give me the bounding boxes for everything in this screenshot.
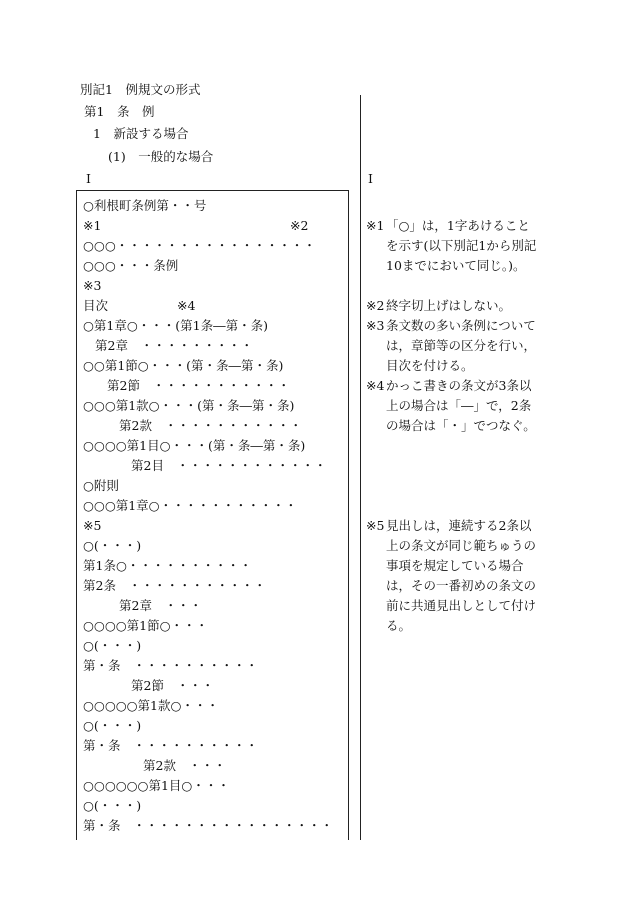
chapter-2-heading: 第2章 ・・・ — [119, 598, 202, 613]
section-2-heading: 第2節 ・・・ — [131, 678, 214, 693]
mark-2: ※2 — [290, 218, 309, 233]
note-text: 「○」は，1字あけることを示す(以下別記1から別記10までにおいて同じ。)。 — [386, 218, 537, 273]
article-1: 第1条○・・・・・・・・・・ — [83, 558, 252, 573]
subsection-2-heading: 第2款 ・・・ — [143, 758, 226, 773]
note-4 — [366, 376, 536, 456]
section-heading: 第1 条 例 — [84, 104, 155, 119]
note-mark: ※1 — [366, 218, 385, 233]
box-top-border — [76, 190, 349, 191]
chapter-1-heading: ○○○第1章○・・・・・・・・・・・ — [83, 498, 298, 513]
section-1-heading: ○○○○第1節○・・・ — [83, 618, 208, 633]
note-5 — [366, 516, 536, 636]
article-b: 第・条 ・・・・・・・・・・ — [83, 738, 259, 753]
caption-3: ○(・・・) — [83, 718, 142, 733]
mark-4: ※4 — [177, 298, 196, 313]
caption-4: ○(・・・) — [83, 798, 142, 813]
note-text: 条文数の多い条例については，章節等の区分を行い，目次を付ける。 — [386, 318, 537, 373]
note-mark: ※4 — [366, 378, 385, 393]
note-mark: ※5 — [366, 518, 385, 533]
toc-chapter-1: ○第1章○・・・(第1条―第・条) — [83, 318, 268, 333]
note-mark: ※3 — [366, 318, 385, 333]
document-title: 別記1 例規文の形式 — [80, 82, 201, 97]
note-mark: ※2 — [366, 298, 385, 313]
toc-section-1: ○○第1節○・・・(第・条―第・条) — [83, 358, 284, 373]
note-1 — [366, 216, 536, 296]
note-text: 終字切上げはしない。 — [386, 298, 512, 313]
toc-item-2: 第2目 ・・・・・・・・・・・・ — [131, 458, 327, 473]
note-2 — [366, 296, 536, 316]
toc-subsection-2: 第2款 ・・・・・・・・・・・ — [119, 418, 302, 433]
subsection-heading: 1 新設する場合 — [93, 126, 189, 141]
roman-numeral-right: I — [368, 171, 373, 186]
article-c: 第・条 ・・・・・・・・・・・・・・・・ — [83, 818, 334, 833]
caption-2: ○(・・・) — [83, 638, 142, 653]
box-left-border — [76, 190, 77, 840]
article-a: 第・条 ・・・・・・・・・・ — [83, 658, 259, 673]
toc-label: 目次 — [83, 298, 109, 313]
box-right-border — [348, 190, 349, 840]
toc-subsection-1: ○○○第1款○・・・(第・条―第・条) — [83, 398, 295, 413]
subsection-1-heading: ○○○○○第1款○・・・ — [83, 698, 219, 713]
toc-section-2: 第2節 ・・・・・・・・・・・ — [107, 378, 290, 393]
ordinance-name: ○○○・・・条例 — [83, 258, 179, 273]
toc-chapter-2: 第2章 ・・・・・・・・・ — [95, 338, 253, 353]
item-1-heading: ○○○○○○第1目○・・・ — [83, 778, 230, 793]
article-2: 第2条 ・・・・・・・・・・・ — [83, 578, 266, 593]
note-3 — [366, 316, 536, 376]
toc-item-1: ○○○○第1目○・・・(第・条―第・条) — [83, 438, 306, 453]
item-heading: (1) 一般的な場合 — [108, 149, 214, 164]
note-text: かっこ書きの条文が3条以上の場合は「―」で，2条の場合は「・」でつなぐ。 — [386, 378, 536, 433]
column-divider — [360, 95, 361, 840]
mark-1: ※1 — [83, 218, 102, 233]
mark-3: ※3 — [83, 278, 102, 293]
caption-1: ○(・・・) — [83, 538, 142, 553]
toc-supplementary: ○附則 — [83, 478, 119, 493]
roman-numeral-left: I — [86, 171, 91, 186]
ordinance-number: ○利根町条例第・・号 — [83, 198, 207, 213]
ordinance-title-line: ○○○・・・・・・・・・・・・・・・・ — [83, 238, 316, 253]
note-text: 見出しは，連続する2条以上の条文が同じ範ちゅうの事項を規定している場合は，その一番初めの条文の前に共通見出しとして付ける。 — [386, 518, 537, 633]
mark-5: ※5 — [83, 518, 102, 533]
